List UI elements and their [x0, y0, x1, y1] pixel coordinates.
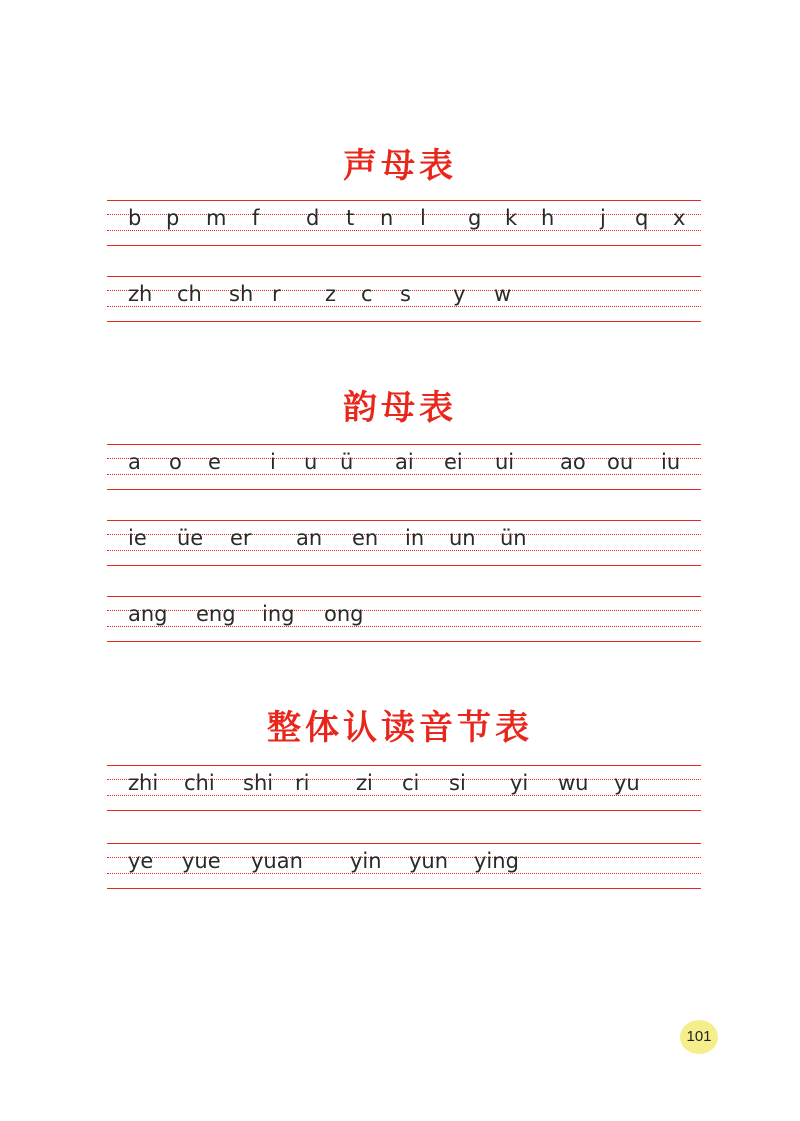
pinyin-syllable: w — [494, 282, 512, 306]
pinyin-syllable: e — [208, 450, 221, 474]
pinyin-syllable: un — [449, 526, 476, 550]
pinyin-syllable: yun — [409, 849, 449, 873]
pinyin-syllable: d — [306, 206, 320, 230]
pinyin-syllable: s — [400, 282, 411, 306]
pinyin-syllable: g — [468, 206, 482, 230]
pinyin-syllable: ün — [500, 526, 527, 550]
pinyin-syllable: ui — [495, 450, 515, 474]
pinyin-syllable: zhi — [128, 771, 159, 795]
pinyin-syllable: f — [252, 206, 260, 230]
title-finals: 韵母表 — [343, 388, 457, 428]
pinyin-syllable: u — [304, 450, 318, 474]
pinyin-syllable: chi — [184, 771, 215, 795]
pinyin-syllable: j — [600, 206, 606, 230]
pinyin-syllable: q — [635, 206, 649, 230]
pinyin-syllable: c — [361, 282, 373, 306]
pinyin-syllable: ci — [402, 771, 420, 795]
pinyin-syllable: en — [352, 526, 379, 550]
pinyin-syllable: b — [128, 206, 142, 230]
pinyin-syllable: n — [380, 206, 394, 230]
pinyin-staff-whole-1 — [107, 765, 701, 811]
pinyin-staff-initials-1 — [107, 200, 701, 246]
pinyin-syllable: üe — [177, 526, 204, 550]
pinyin-syllable: y — [453, 282, 466, 306]
pinyin-syllable: an — [296, 526, 323, 550]
pinyin-syllable: er — [230, 526, 252, 550]
pinyin-syllable: p — [166, 206, 180, 230]
pinyin-syllable: iu — [661, 450, 681, 474]
pinyin-syllable: r — [272, 282, 281, 306]
pinyin-syllable: a — [128, 450, 141, 474]
pinyin-syllable: ie — [128, 526, 147, 550]
pinyin-syllable: ei — [444, 450, 463, 474]
pinyin-syllable: si — [449, 771, 466, 795]
title-initials: 声母表 — [343, 146, 457, 186]
pinyin-staff-whole-2 — [107, 843, 701, 889]
pinyin-syllable: x — [673, 206, 686, 230]
pinyin-syllable: ing — [262, 602, 295, 626]
pinyin-staff-finals-3 — [107, 596, 701, 642]
pinyin-syllable: wu — [558, 771, 589, 795]
pinyin-syllable: l — [420, 206, 426, 230]
pinyin-syllable: ü — [340, 450, 354, 474]
pinyin-syllable: ao — [560, 450, 586, 474]
pinyin-syllable: ye — [128, 849, 154, 873]
page-number: 101 — [680, 1020, 718, 1054]
pinyin-syllable: ai — [395, 450, 414, 474]
pinyin-syllable: shi — [243, 771, 274, 795]
pinyin-syllable: h — [541, 206, 555, 230]
pinyin-syllable: ying — [474, 849, 519, 873]
pinyin-syllable: ch — [177, 282, 202, 306]
pinyin-staff-finals-1 — [107, 444, 701, 490]
pinyin-syllable: yue — [182, 849, 221, 873]
pinyin-syllable: in — [405, 526, 425, 550]
title-whole-syllables: 整体认读音节表 — [267, 708, 533, 748]
pinyin-syllable: ou — [607, 450, 634, 474]
pinyin-staff-finals-2 — [107, 520, 701, 566]
pinyin-syllable: eng — [196, 602, 236, 626]
pinyin-syllable: yin — [350, 849, 382, 873]
pinyin-syllable: o — [169, 450, 182, 474]
pinyin-syllable: ri — [295, 771, 310, 795]
pinyin-syllable: yuan — [251, 849, 303, 873]
pinyin-syllable: zi — [356, 771, 373, 795]
pinyin-syllable: ang — [128, 602, 168, 626]
pinyin-staff-initials-2 — [107, 276, 701, 322]
pinyin-syllable: i — [270, 450, 276, 474]
pinyin-syllable: m — [206, 206, 227, 230]
pinyin-syllable: sh — [229, 282, 254, 306]
pinyin-syllable: t — [346, 206, 355, 230]
pinyin-syllable: yu — [614, 771, 640, 795]
pinyin-syllable: zh — [128, 282, 153, 306]
pinyin-syllable: k — [505, 206, 518, 230]
pinyin-syllable: yi — [510, 771, 529, 795]
pinyin-syllable: ong — [324, 602, 364, 626]
pinyin-syllable: z — [325, 282, 337, 306]
